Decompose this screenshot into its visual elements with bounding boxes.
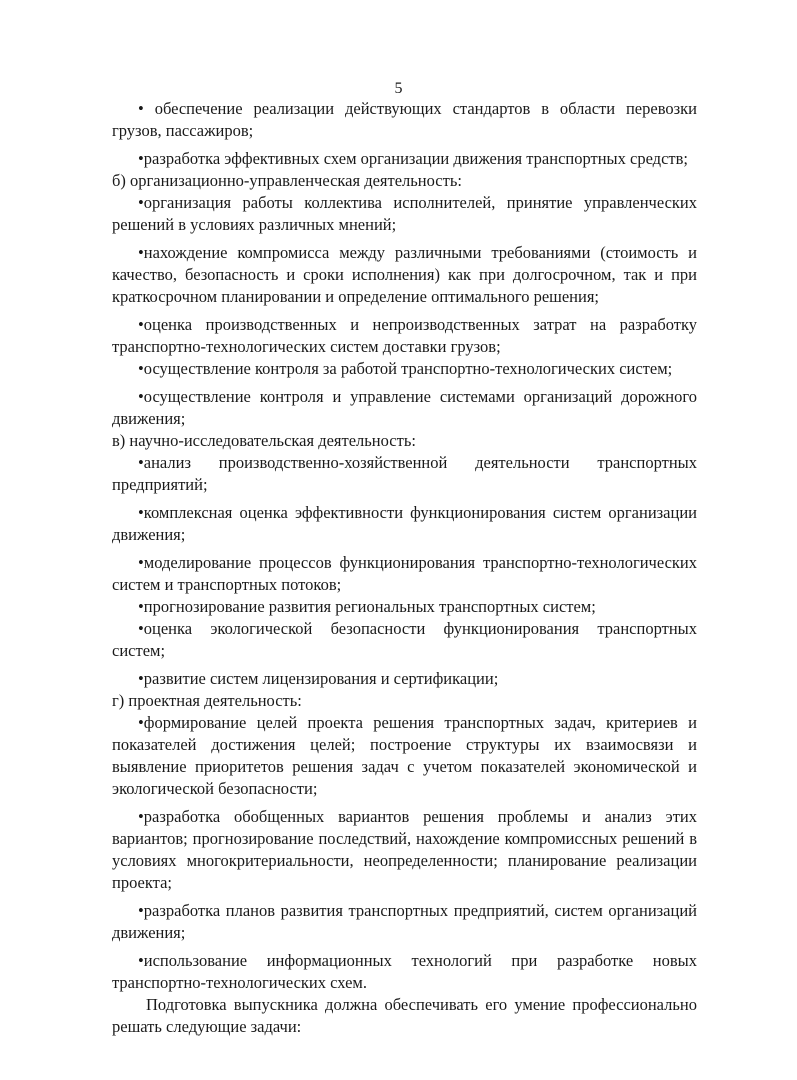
bullet-modeling: •моделирование процессов функционирования транспортно-технологических систем и транспортных потоков; [112, 553, 697, 594]
bullet-efficiency-assessment: •комплексная оценка эффективности функционирования систем организации движения; [112, 503, 697, 544]
bullet-forecasting: •прогнозирование развития региональных транспортных систем; [138, 597, 596, 616]
section-heading-research: в) научно-исследовательская деятельность: [112, 431, 416, 450]
page-number: 5 [394, 80, 403, 97]
bullet-development-plans: •разработка планов развития транспортных предприятий, систем организаций движения; [112, 901, 697, 942]
bullet-team-organization: •организация работы коллектива исполнителей, принятие управленческих решений в условиях различных мнений; [112, 193, 697, 234]
section-heading-organizational: б) организационно-управленческая деятельность: [112, 171, 462, 190]
bullet-control-systems: •осуществление контроля за работой транспортно-технологических систем; [138, 359, 673, 378]
bullet-licensing: •развитие систем лицензирования и сертификации; [138, 669, 499, 688]
bullet-economic-analysis: •анализ производственно-хозяйственной деятельности транспортных предприятий; [112, 453, 697, 494]
bullet-solution-variants: •разработка обобщенных вариантов решения проблемы и анализ этих вариантов; прогнозирование последствий, нахождение компромиссных решений в условиях многокритериальности, неопределенности; планирование реализации проекта; [112, 807, 697, 892]
bullet-goal-formation: •формирование целей проекта решения транспортных задач, критериев и показателей достижения целей; построение структуры их взаимосвязи и выявление приоритетов решения задач с учетом показателей экономической и экологической безопасности; [112, 713, 697, 798]
bullet-compromise: •нахождение компромисса между различными требованиями (стоимость и качество, безопасность и сроки исполнения) как при долгосрочном, так и при краткосрочном планировании и определение оптимального решения; [112, 243, 697, 306]
bullet-standards: • обеспечение реализации действующих стандартов в области перевозки грузов, пассажиров; [112, 99, 697, 140]
document-body [112, 98, 697, 1038]
bullet-ecology: •оценка экологической безопасности функционирования транспортных систем; [112, 619, 697, 660]
bullet-information-technologies: •использование информационных технологий при разработке новых транспортно-технологических схем. [112, 951, 697, 992]
bullet-cost-assessment: •оценка производственных и непроизводственных затрат на разработку транспортно-технологических систем доставки грузов; [112, 315, 697, 356]
closing-paragraph: Подготовка выпускника должна обеспечивать его умение профессионально решать следующие задачи: [112, 995, 697, 1036]
bullet-road-traffic-control: •осуществление контроля и управление системами организаций дорожного движения; [112, 387, 697, 428]
section-heading-design: г) проектная деятельность: [112, 691, 302, 710]
bullet-traffic-schemes: •разработка эффективных схем организации движения транспортных средств; [138, 149, 688, 168]
